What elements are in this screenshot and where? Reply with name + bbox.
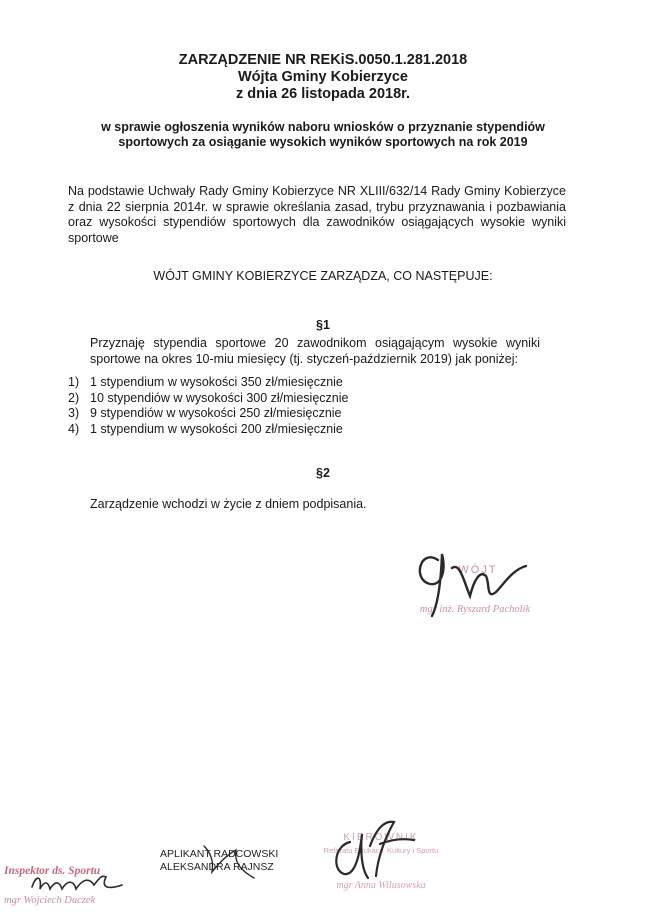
list-item-number: 1) [68, 375, 80, 389]
list-item-number: 4) [68, 421, 80, 436]
list-item-number: 3) [68, 406, 80, 420]
section-2-text: Zarządzenie wchodzi w życie z dniem podpisania. [90, 497, 367, 511]
head-stamp-name: mgr Anna Wilusowska [336, 880, 426, 891]
wojt-signature [408, 540, 538, 620]
section-1-text: Przyznaję stypendia sportowe 20 zawodnikom osiągającym wysokie wyniki sportowe na okres 10-miu miesięcy (tj. styczeń-październik 2019) jak poniżej: [90, 336, 540, 366]
head-of-department-signature [328, 812, 418, 892]
list-item [68, 375, 348, 391]
list-item-text: 10 stypendiów w wysokości 300 zł/miesięcznie [90, 390, 349, 405]
head-stamp-dept: Referatu Edukacji, Kultury i Sportu [323, 846, 439, 855]
inspector-stamp-title: Inspektor ds. Sportu [4, 865, 101, 877]
list-item-number: 2) [68, 390, 80, 405]
decree-heading: WÓJT GMINY KOBIERZYCE ZARZĄDZA, CO NASTĘPUJE: [153, 269, 493, 283]
legal-counsel-signature [200, 842, 260, 882]
legal-counsel-name: ALEKSANDRA RAJNSZ [160, 861, 274, 873]
subject-line-1: w sprawie ogłoszenia wyników naboru wniosków o przyznanie stypendiów [101, 120, 545, 134]
scholarship-list [68, 375, 348, 437]
subject-line-2: sportowych za osiąganie wysokich wyników sportowych na rok 2019 [118, 135, 528, 149]
list-item-text: 1 stypendium w wysokości 200 zł/miesięcznie [90, 421, 343, 436]
legal-counsel-title: APLIKANT RADCOWSKI [160, 848, 279, 860]
list-item [68, 422, 348, 438]
list-item [68, 391, 348, 407]
decree-number: ZARZĄDZENIE NR REKiS.0050.1.281.2018 [178, 52, 468, 68]
legal-basis: Na podstawie Uchwały Rady Gminy Kobierzyce NR XLIII/632/14 Rady Gminy Kobierzyce z dnia 22 sierpnia 2014r. w sprawie określania zasad, trybu przyznawania i pozbawiania oraz wysokości stypendiów sportowych dla zawodników osiągających wysokie wyniki sportowe [68, 184, 566, 245]
wojt-stamp-name: mgr inż. Ryszard Pacholik [419, 604, 531, 615]
list-item-text: 9 stypendiów w wysokości 250 zł/miesięcznie [90, 406, 342, 420]
inspector-stamp-name: mgr Wojciech Duczek [4, 895, 96, 906]
list-item [68, 406, 348, 422]
wojt-stamp-title: WÓJT [458, 564, 498, 576]
inspector-signature [30, 873, 130, 897]
head-stamp-title: KIEROWNIK [343, 832, 419, 843]
decree-date: z dnia 26 listopada 2018r. [235, 86, 411, 102]
issuer: Wójta Gminy Kobierzyce [237, 69, 408, 85]
section-2-sign: §2 [316, 466, 330, 480]
list-item-text: 1 stypendium w wysokości 350 zł/miesięcznie [90, 375, 343, 389]
decree-subject [40, 120, 606, 150]
section-1-sign: §1 [316, 318, 330, 332]
document-header [0, 52, 646, 103]
